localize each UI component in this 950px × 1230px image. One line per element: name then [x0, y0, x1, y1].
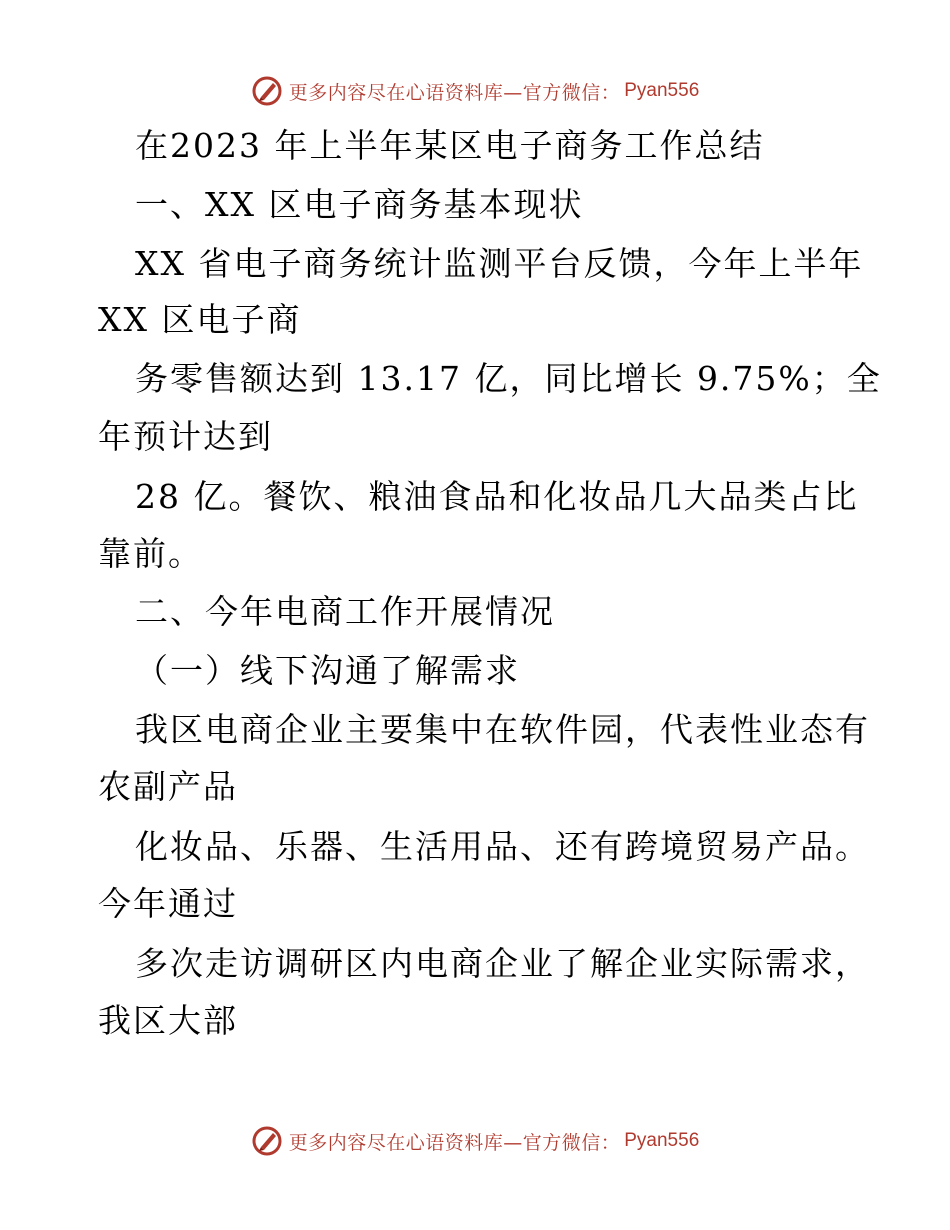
watermark-text: 更多内容尽在心语资料库—官方微信： [288, 81, 621, 104]
watermark-handle: Pyan556 [624, 1130, 700, 1151]
section-heading-1: 一、XX 区电子商务基本现状 [135, 185, 584, 224]
paragraph-line: XX 省电子商务统计监测平台反馈，今年上半年 [135, 244, 864, 283]
subsection-heading: （一）线下沟通了解需求 [135, 651, 520, 690]
paragraph-line: 28 亿。餐饮、粮油食品和化妆品几大品类占比 [135, 477, 859, 516]
paragraph-line: 农副产品 [98, 767, 238, 806]
paragraph-line: 靠前。 [98, 534, 203, 573]
watermark-handle: Pyan556 [624, 80, 700, 101]
watermark-header [0, 71, 950, 111]
section-heading-2: 二、今年电商工作开展情况 [135, 592, 555, 631]
document-title: 在2023 年上半年某区电子商务工作总结 [135, 126, 765, 165]
watermark-footer [0, 1121, 950, 1161]
paragraph-line: 我区电商企业主要集中在软件园，代表性业态有 [135, 710, 870, 749]
watermark-text: 更多内容尽在心语资料库—官方微信： [288, 1131, 621, 1154]
paragraph-line: 化妆品、乐器、生活用品、还有跨境贸易产品。 [135, 827, 870, 866]
pen-logo-icon [251, 1125, 283, 1157]
paragraph-line: 今年通过 [98, 884, 238, 923]
paragraph-line: XX 区电子商 [98, 300, 302, 339]
paragraph-line: 我区大部 [98, 1001, 238, 1040]
paragraph-line: 年预计达到 [98, 417, 273, 456]
paragraph-line: 务零售额达到 13.17 亿，同比增长 9.75%；全 [135, 359, 882, 398]
pen-logo-icon [251, 75, 283, 107]
paragraph-line: 多次走访调研区内电商企业了解企业实际需求， [135, 944, 870, 983]
